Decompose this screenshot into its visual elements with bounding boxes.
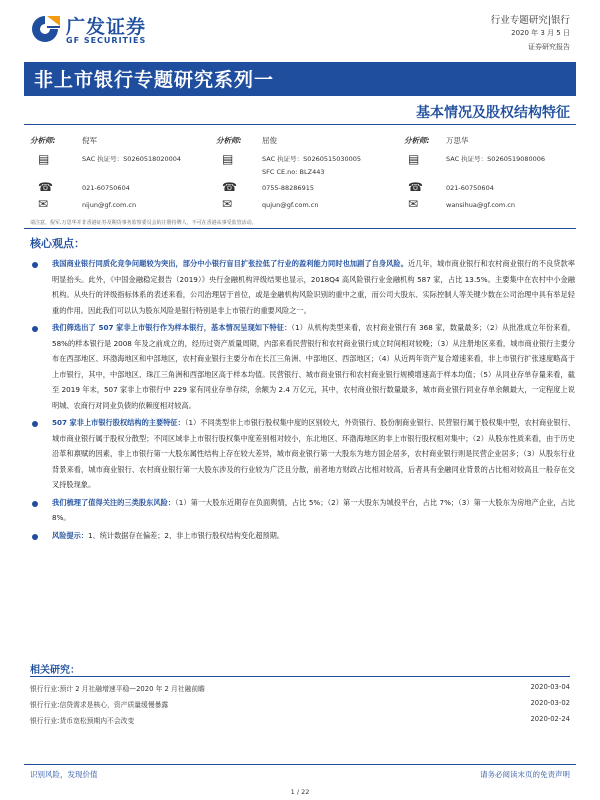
sac-icon: ▤	[38, 152, 50, 166]
divider	[24, 228, 576, 229]
point-text: （1）不同类型非上市银行股权集中度的区别较大，外资银行、股份制商业银行、民营银行属于股权集中型，农村商业银行、城市商业银行属于股权分散型；不同区域非上市银行股权集中度差别相对较小，东北地区、环渤海地区的非上市银行股权相对集中；（2）从股东性质来看，由于历史沿革和禀赋的因素，非上市银行第一大股东属性结构上存在较大差异，城市商业银行第一大股东为地方国企居多，农村商业银行则是民营企业居多；（3）从股东行业背景来看，城市商业银行、农村商业银行第一大股东涉及的行业较为广泛且分散，前者地方财政占比相对较高，后者具有金融同业背景的占比相对较高且一般存在交叉持股现象。	[52, 418, 575, 489]
point-lead: 我们梳理了值得关注的三类股东风险：	[52, 497, 176, 507]
core-point	[30, 495, 575, 526]
analyst-phone: 021-60750604	[446, 184, 494, 192]
point-lead: 我们筛选出了 507 家非上市银行作为样本银行，基本情况呈现如下特征：	[52, 323, 292, 332]
analyst-email[interactable]: wansihua@gf.com.cn	[446, 201, 515, 209]
bullet-icon	[32, 326, 38, 332]
point-text: （1）第一大股东近期存在负面舆情，占比 5%；（2）第一大股东为城投平台，占比 7%；（3）第一大股东为房地产企业，占比 8%。	[52, 497, 575, 522]
point-text: 1、统计数据存在偏差；2、非上市银行股权结构变化超预期。	[87, 530, 284, 540]
point-lead: 我国商业银行同质化竞争问题较为突出，部分中小银行盲目扩张拉低了行业的盈利能力同时也加剧了自身风险。	[52, 259, 408, 268]
bullet-icon	[32, 501, 38, 507]
related-item-date: 2020-02-24	[530, 715, 570, 723]
core-points-title: 核心观点：	[30, 237, 85, 250]
analyst-phone: 021-60750604	[82, 184, 130, 192]
phone-icon: ☎	[408, 180, 423, 194]
point-text: （1）从机构类型来看，农村商业银行有 368 家，数量最多；（2）从批准成立年份来看，58%的样本银行是 2008 年及之前成立的，经历过资产质量周期，内部来看民营银行和农村商业银行成立时间相对较晚；（3）从注册地区来看，城市商业银行主要分布在西部地区、环渤海地区和中部地区，农村商业银行主要分布在长江三角洲、中部地区、西部地区；（4）从近两年资产复合增速来看，非上市银行扩张速度略高于上市银行，其中，中部地区、珠江三角洲和西部地区高于样本均值。民营银行、城市商业银行和农村商业银行规模增速高于样本均值；（5）从同业存单存量来看，截至 2019 年末，507 家非上市银行中 229 家有同业存单存续，余额为 2.4 万亿元，其中，农村商业银行数量最多，城市商业银行同业存单余额最大，一定程度上说明城、农商行对同业负债的依赖度相对较高。	[52, 323, 575, 410]
sac-icon: ▤	[222, 152, 234, 166]
phone-icon: ☎	[38, 180, 53, 194]
analyst-label: 分析师:	[216, 136, 242, 145]
core-point	[30, 256, 575, 318]
divider	[30, 676, 570, 677]
core-point	[30, 528, 575, 544]
analyst-email[interactable]: nijun@gf.com.cn	[82, 201, 137, 209]
related-item-title: 银行行业:货币宽松预期内不会改变	[30, 717, 135, 725]
gf-logo-icon	[28, 14, 62, 44]
footer-divider	[24, 764, 576, 765]
series-title: 非上市银行专题研究系列一	[34, 69, 275, 91]
bullet-icon	[32, 421, 38, 427]
divider	[24, 124, 576, 125]
analyst-label: 分析师:	[404, 136, 430, 145]
report-dept: 证券研究报告	[528, 43, 570, 51]
analyst-name: 万思华	[446, 136, 469, 145]
analyst-sac: SAC 执证号：S0260519080006	[446, 155, 546, 163]
analyst-name: 屈俊	[262, 136, 277, 145]
related-item[interactable]	[30, 699, 570, 709]
report-subtitle: 基本情况及股权结构特征	[416, 105, 570, 121]
footer-disclaimer-link[interactable]: 请务必阅读末页的免责声明	[480, 770, 570, 779]
related-item-date: 2020-03-04	[530, 683, 570, 691]
analyst-sac: SAC 执证号：S0260518020004	[82, 155, 182, 163]
related-item-title: 银行行业:预计 2 月社融增速平稳—2020 年 2 月社融前瞻	[30, 685, 205, 693]
bullet-icon	[32, 534, 38, 540]
email-icon: ✉	[38, 197, 49, 211]
report-date: 2020 年 3 月 5 日	[511, 29, 570, 37]
related-title: 相关研究：	[30, 665, 80, 676]
page-number: 1 / 22	[290, 788, 310, 796]
related-item-title: 银行行业:信贷需求是核心，资产质量缓慢暴露	[30, 701, 169, 709]
analyst-sac: SAC 执证号：S0260515030005	[262, 155, 362, 163]
point-lead: 风险提示：	[52, 530, 88, 540]
report-type: 行业专题研究|银行	[490, 15, 570, 26]
analyst-email[interactable]: qujun@gf.com.cn	[262, 201, 319, 209]
email-icon: ✉	[408, 197, 419, 211]
footer-slogan: 识别风险，发现价值	[30, 770, 98, 779]
analyst-name: 倪军	[82, 136, 97, 145]
logo-text: 广发证券	[66, 16, 147, 38]
phone-icon: ☎	[222, 180, 237, 194]
point-text: 近几年，城市商业银行和农村商业银行的不良贷款率明显抬头。此外，《中国金融稳定报告（2019）》央行金融机构评级结果也显示，2018Q4 高风险银行业金融机构 587 家，占比 13.5%。主要集中在农村中小金融机构。从央行的评级指标体系的表述来看，公司治理居于首位，或是金融机构风险识别的重中之重，而公司大股东、实际控制人等关键少数在公司治理中具有举足轻重的作用。因此我们可以认为股东风险是银行特别是非上市银行的重要风险之一。	[52, 259, 575, 315]
core-points-list	[30, 256, 575, 545]
analyst-phone: 0755-88286915	[262, 184, 314, 192]
core-point	[30, 415, 575, 493]
disclaimer-note: 请注意，倪军,万思华并非香港证券及期货事务监察委员会的注册持牌人，不可在香港从事受监管活动。	[30, 220, 257, 226]
related-item-date: 2020-03-02	[530, 699, 570, 707]
email-icon: ✉	[222, 197, 233, 211]
related-item[interactable]	[30, 715, 570, 725]
analyst-sfc: SFC CE.no: BLZ443	[262, 168, 325, 176]
bullet-icon	[32, 262, 38, 268]
logo-english-text: GF SECURITIES	[66, 36, 147, 45]
sac-icon: ▤	[408, 152, 420, 166]
related-item[interactable]	[30, 683, 570, 693]
core-point	[30, 320, 575, 413]
analyst-label: 分析师:	[30, 136, 56, 145]
point-lead: 507 家非上市银行股权结构的主要特征：	[52, 418, 185, 427]
